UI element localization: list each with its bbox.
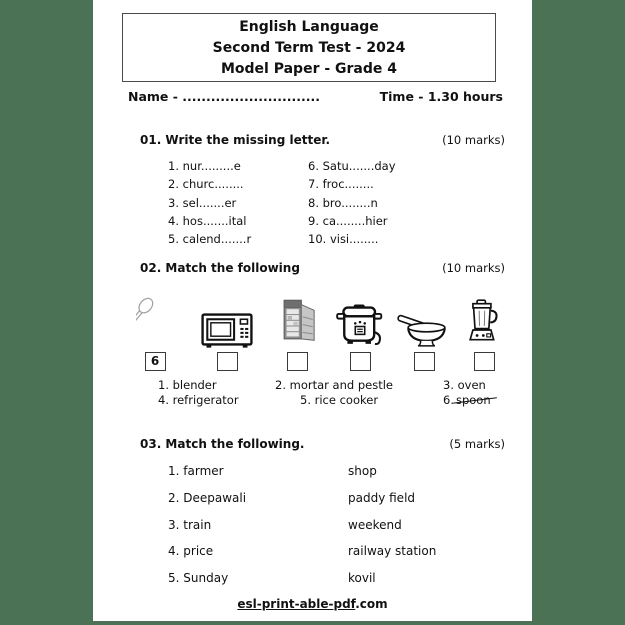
q2-label-blender: 1. blender (158, 378, 217, 392)
q2-label-refrigerator: 4. refrigerator (158, 393, 239, 407)
q1-header (140, 133, 505, 147)
q3-title: 03. Match the following. (140, 437, 305, 451)
q1-item-8: 8. bro........n (308, 195, 378, 210)
answer-box-mortar-pestle (414, 352, 435, 371)
q1-item-4: 4. hos.......ital (168, 213, 247, 228)
title-line-subject: English Language (239, 19, 379, 35)
footer-website (93, 597, 532, 611)
q1-item-5: 5. calend.......r (168, 232, 252, 247)
rice-cooker-icon-svg (334, 303, 386, 350)
appliance-microwave (196, 287, 258, 371)
footer-website-suffix: .com (355, 597, 388, 611)
q2-figure (93, 287, 532, 377)
footer-website-link: esl-print-able-pdf (237, 597, 356, 611)
q1-item-6: 6. Satu.......day (308, 159, 396, 173)
spoon-icon-svg (136, 288, 174, 350)
q1-title: 01. Write the missing letter. (140, 133, 331, 147)
q2-label-spoon-number: 6. (443, 393, 454, 407)
blender-icon (453, 287, 515, 350)
q1-item-9: 9. ca........hier (308, 213, 388, 228)
microwave-icon-svg (201, 309, 253, 350)
title-line-grade: Model Paper - Grade 4 (220, 61, 398, 77)
q3-header (140, 437, 505, 451)
q2-label-mortar-pestle: 2. mortar and pestle (275, 378, 393, 392)
answer-box-rice-cooker (350, 352, 371, 371)
answer-box-microwave (217, 352, 238, 371)
name-field-label: Name - ............................. (128, 89, 320, 104)
q3-right-item-5: kovil (348, 571, 376, 585)
q3-left-item-4: 4. price (168, 544, 214, 558)
answer-value-spoon: 6 (150, 354, 160, 368)
q1-items-left (168, 157, 251, 248)
name-time-row (128, 89, 503, 104)
q1-item-3: 3. sel.......er (168, 195, 237, 210)
time-label: Time - 1.30 hours (379, 89, 503, 104)
q3-marks: (5 marks) (449, 437, 505, 451)
q2-title: 02. Match the following (140, 261, 300, 275)
q3-right-item-4: railway station (348, 544, 437, 558)
q3-left-item-3: 3. train (168, 518, 212, 532)
q2-label-oven: 3. oven (443, 378, 486, 392)
microwave-icon (196, 287, 258, 350)
q3-left-item-5: 5. Sunday (168, 571, 229, 585)
refrigerator-icon-svg (277, 292, 317, 350)
answer-box-spoon (145, 352, 166, 371)
q3-right-item-1: shop (348, 464, 377, 478)
mortar-pestle-icon-svg (396, 305, 452, 350)
q3-left-item-2: 2. Deepawali (168, 491, 247, 505)
q2-label-spoon-word-struck: spoon (455, 393, 491, 407)
refrigerator-icon (266, 287, 328, 350)
q1-marks: (10 marks) (442, 133, 505, 147)
q1-item-1: 1. nur.........e (168, 159, 241, 173)
q1-item-10: 10. visi........ (308, 232, 379, 247)
q2-header (140, 261, 505, 275)
test-paper-page (93, 0, 532, 621)
answer-box-refrigerator (287, 352, 308, 371)
rice-cooker-icon (329, 287, 391, 350)
q3-right-item-2: paddy field (348, 491, 416, 505)
q3-right-item-3: weekend (348, 518, 402, 532)
blender-icon-svg (466, 292, 502, 350)
answer-box-blender (474, 352, 495, 371)
q1-item-2: 2. churc........ (168, 177, 244, 192)
q2-marks: (10 marks) (442, 261, 505, 275)
title-line-term: Second Term Test - 2024 (212, 40, 406, 56)
appliance-refrigerator (266, 287, 328, 371)
appliance-spoon (124, 287, 186, 371)
q1-items-right (308, 157, 396, 248)
q1-item-7: 7. froc........ (308, 177, 374, 192)
appliance-mortar-pestle (393, 287, 455, 371)
appliance-blender (453, 287, 515, 371)
mortar-pestle-icon (393, 287, 455, 350)
paper-title-box (122, 13, 496, 82)
spoon-icon (124, 287, 186, 350)
appliance-rice-cooker (329, 287, 391, 371)
q2-label-spoon (443, 393, 491, 407)
q2-label-rice-cooker: 5. rice cooker (300, 393, 379, 407)
q3-left-item-1: 1. farmer (168, 464, 224, 478)
